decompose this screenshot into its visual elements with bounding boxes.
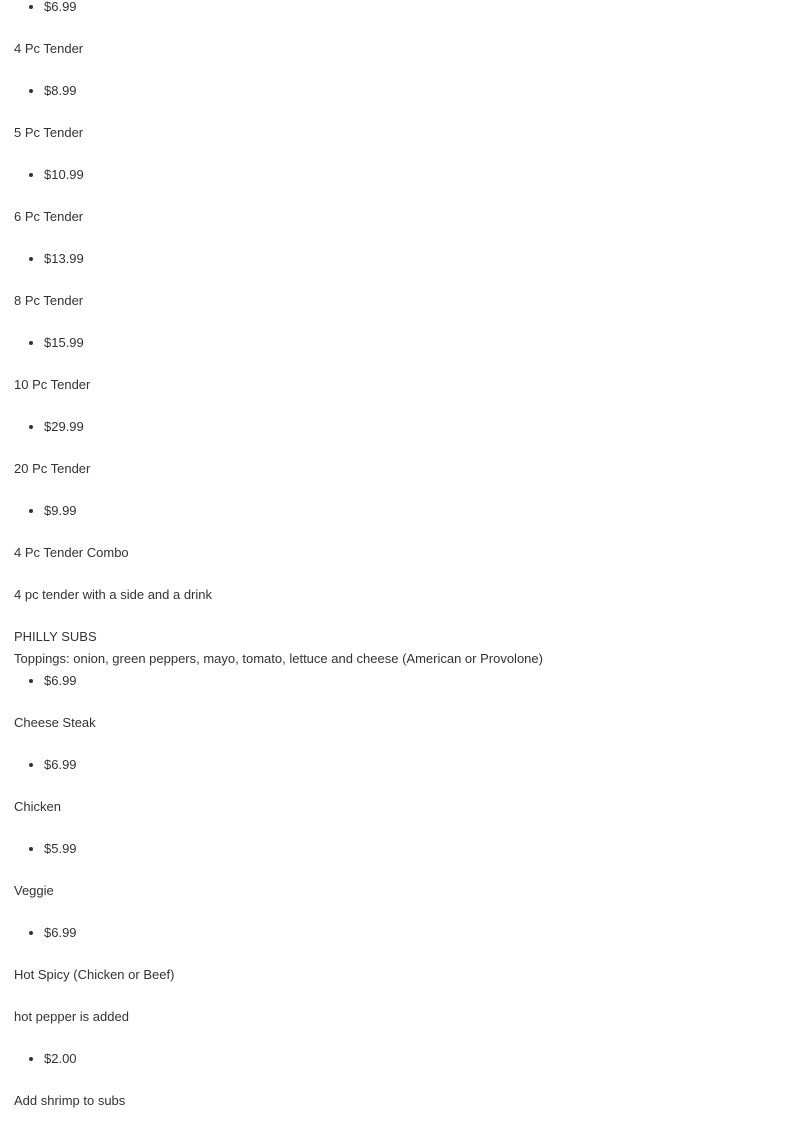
item-name: 10 Pc Tender (14, 377, 91, 392)
item-name: 8 Pc Tender (14, 293, 84, 308)
item-price: • $9.99 (44, 500, 786, 522)
section-title-philly-subs: PHILLY SUBS (14, 629, 97, 644)
item-name: Veggie (14, 883, 54, 898)
price-list (14, 0, 786, 18)
item-name: 20 Pc Tender (14, 461, 91, 476)
item-name: Add shrimp to subs (14, 1093, 126, 1108)
item-price: • $29.99 (44, 416, 786, 438)
section-description: Toppings: onion, green peppers, mayo, tomato, lettuce and cheese (American or Provolone) (14, 651, 543, 666)
item-name: 4 Pc Tender Combo (14, 545, 129, 560)
item-name: 4 Pc Tender (14, 41, 84, 56)
price-list (14, 80, 786, 102)
price-list (14, 1048, 786, 1070)
item-price: • $10.99 (44, 164, 786, 186)
item-price: • $5.99 (44, 838, 786, 860)
item-price: • $2.00 (44, 1048, 786, 1070)
menu-page (14, 0, 786, 1132)
item-description: hot pepper is added (14, 1009, 129, 1024)
item-description: 4 pc tender with a side and a drink (14, 587, 213, 602)
item-price: • $8.99 (44, 80, 786, 102)
item-price: • $13.99 (44, 248, 786, 270)
item-price: • $6.99 (44, 754, 786, 776)
item-name: Cheese Steak (14, 715, 96, 730)
price-list (14, 416, 786, 438)
item-price: • $6.99 (44, 922, 786, 944)
item-name: 5 Pc Tender (14, 125, 84, 140)
item-name: 6 Pc Tender (14, 209, 84, 224)
item-price: • $6.99 (44, 670, 786, 692)
item-price: • $15.99 (44, 332, 786, 354)
item-name: Hot Spicy (Chicken or Beef) (14, 967, 175, 982)
item-name: Chicken (14, 799, 61, 814)
price-list (14, 838, 786, 860)
price-list (14, 248, 786, 270)
price-list (14, 332, 786, 354)
price-list (14, 754, 786, 776)
price-list (14, 500, 786, 522)
price-list (14, 164, 786, 186)
price-list (14, 670, 786, 692)
item-price: • $6.99 (44, 0, 786, 18)
price-list (14, 922, 786, 944)
